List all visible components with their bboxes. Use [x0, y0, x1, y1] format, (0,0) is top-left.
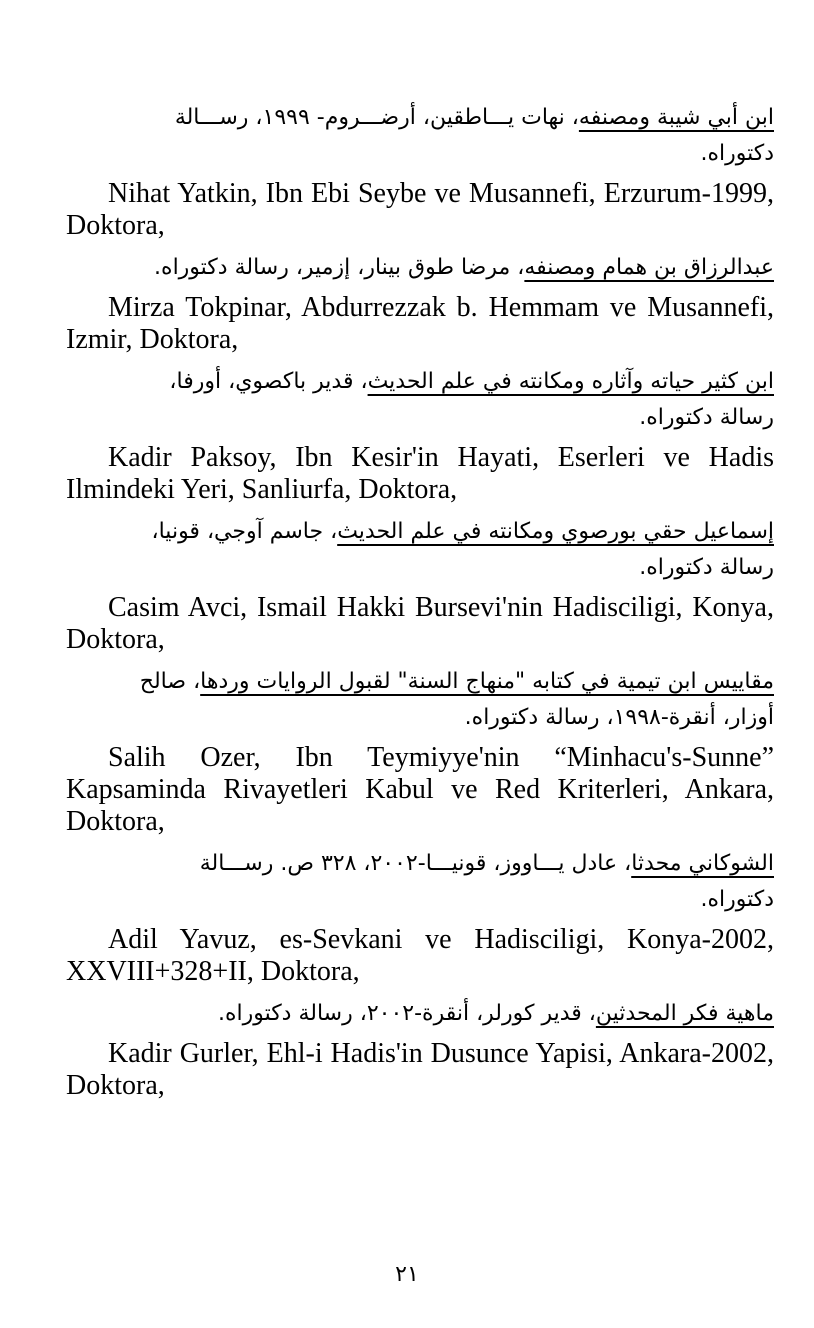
- arabic-details: ، قدير كورلر، أنقرة-٢٠٠٢، رسالة دكتوراه.: [217, 1001, 596, 1026]
- arabic-details-continued: دكتوراه.: [700, 887, 774, 912]
- latin-citation: Nihat Yatkin, Ibn Ebi Seybe ve Musannefi, Erzurum-1999, Doktora,: [66, 178, 774, 241]
- arabic-details: ، قدير باكصوي، أورفا،: [169, 369, 368, 394]
- bibliography-entry: [66, 250, 774, 356]
- arabic-title: إسماعيل حقي بورصوي ومكانته في علم الحديث: [337, 519, 774, 544]
- arabic-details: ، جاسم آوجي، قونيا،: [151, 519, 338, 544]
- arabic-title: ماهية فكر المحدثين: [595, 1001, 774, 1026]
- arabic-citation: [66, 250, 774, 286]
- bibliography-entry: [66, 100, 774, 242]
- arabic-details: ، نهات يـــاطقين، أرضـــروم- ١٩٩٩، رســـالة: [174, 105, 579, 130]
- arabic-title: الشوكاني محدثا: [631, 851, 774, 876]
- arabic-title: مقاييس ابن تيمية في كتابه "منهاج السنة" لقبول الروايات وردها: [200, 669, 774, 694]
- arabic-details: ، مرضا طوق بينار، إزمير، رسالة دكتوراه.: [154, 255, 525, 280]
- latin-citation: Kadir Paksoy, Ibn Kesir'in Hayati, Eserleri ve Hadis Ilmindeki Yeri, Sanliurfa, Doktora,: [66, 442, 774, 505]
- latin-citation: Salih Ozer, Ibn Teymiyye'nin “Minhacu's-Sunne” Kapsaminda Rivayetleri Kabul ve Red Kriterleri, Ankara, Doktora,: [66, 742, 774, 837]
- arabic-details-continued: دكتوراه.: [700, 141, 774, 166]
- arabic-title: ابن أبي شيبة ومصنفه: [578, 105, 774, 130]
- arabic-details: ، صالح: [139, 669, 201, 694]
- latin-citation: Adil Yavuz, es-Sevkani ve Hadisciligi, Konya-2002, XXVIII+328+II, Doktora,: [66, 924, 774, 987]
- arabic-citation: [66, 846, 774, 918]
- bibliography-entry: [66, 514, 774, 656]
- page-body: [66, 100, 774, 1110]
- arabic-details-continued: رسالة دكتوراه.: [639, 405, 774, 430]
- latin-citation: Kadir Gurler, Ehl-i Hadis'in Dusunce Yapisi, Ankara-2002, Doktora,: [66, 1038, 774, 1101]
- arabic-title: ابن كثير حياته وآثاره ومكانته في علم الحديث: [367, 369, 774, 394]
- bibliography-entry: [66, 846, 774, 988]
- arabic-citation: [66, 996, 774, 1032]
- arabic-details-continued: رسالة دكتوراه.: [639, 555, 774, 580]
- page-number: ٢١: [395, 1262, 419, 1287]
- arabic-citation: [66, 514, 774, 586]
- arabic-citation: [66, 100, 774, 172]
- arabic-citation: [66, 364, 774, 436]
- bibliography-entry: [66, 996, 774, 1102]
- arabic-details-continued: أوزار، أنقرة-١٩٩٨، رسالة دكتوراه.: [464, 705, 774, 730]
- bibliography-entry: [66, 364, 774, 506]
- arabic-title: عبدالرزاق بن همام ومصنفه: [524, 255, 774, 280]
- bibliography-entry: [66, 664, 774, 838]
- latin-citation: Casim Avci, Ismail Hakki Bursevi'nin Hadisciligi, Konya, Doktora,: [66, 592, 774, 655]
- latin-citation: Mirza Tokpinar, Abdurrezzak b. Hemmam ve Musannefi, Izmir, Doktora,: [66, 292, 774, 355]
- arabic-details: ، عادل يـــاووز، قونيـــا-٢٠٠٢، ٣٢٨ ص. رســـالة: [199, 851, 632, 876]
- arabic-citation: [66, 664, 774, 736]
